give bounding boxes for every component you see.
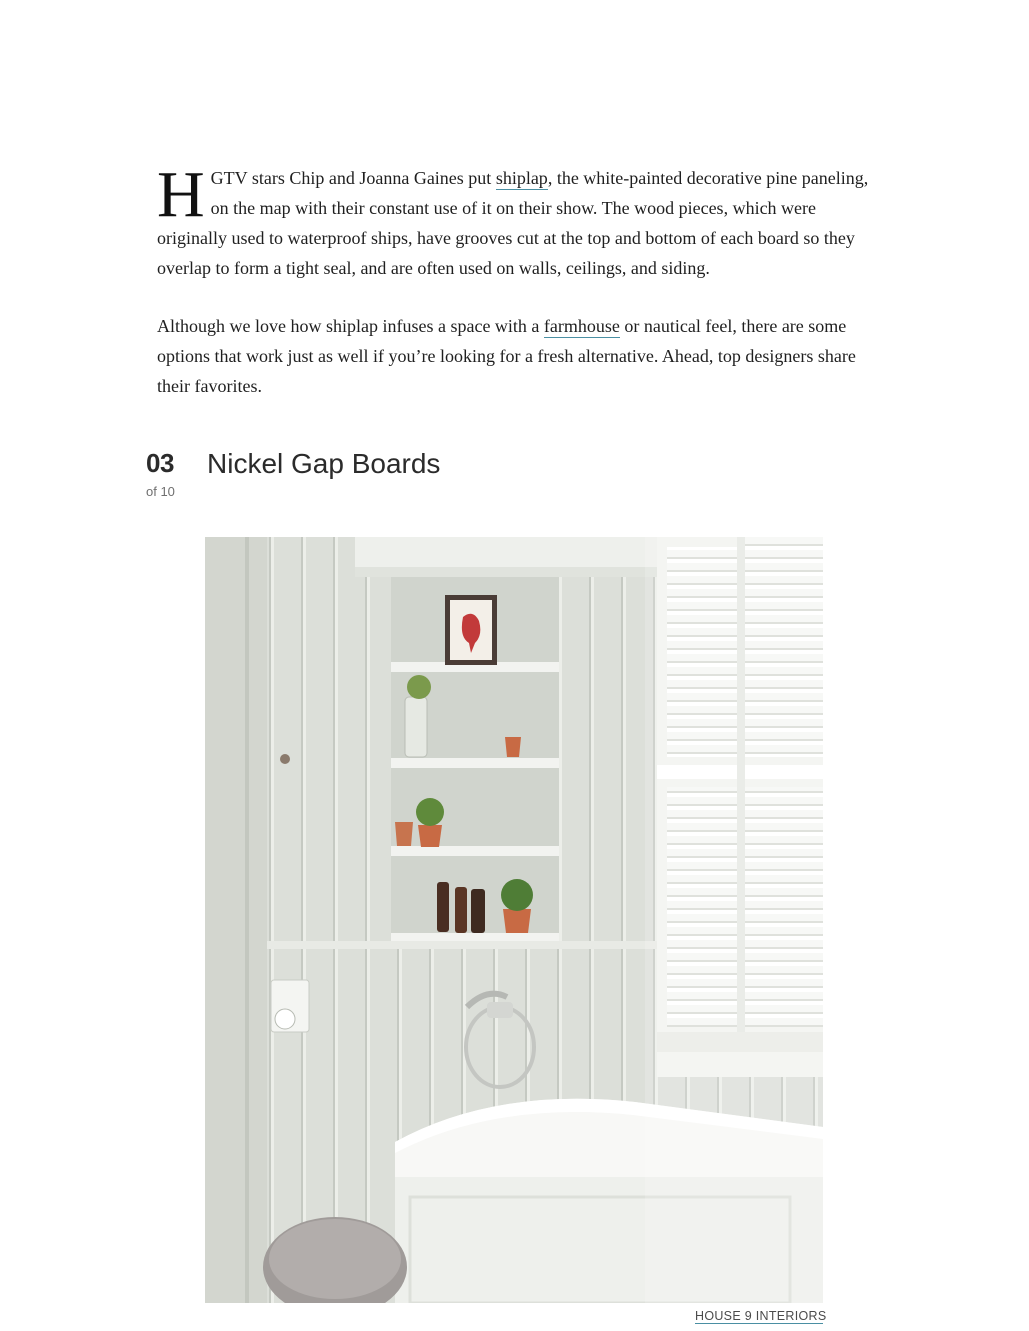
slide-title: Nickel Gap Boards <box>207 448 441 479</box>
intro-text-end: , the white-painted decorative pine paneling, on the map with their constant use of it on their show. The wood pieces, which were originally used to waterproof ships, have grooves cut at the top and bottom of each board so they overlap to form a tight seal, and are often used on walls, ceilings, and siding. <box>157 168 869 278</box>
shiplap-link[interactable]: shiplap <box>495 168 548 188</box>
intro-paragraph <box>157 158 869 283</box>
article-body <box>157 158 869 429</box>
bathroom-illustration <box>205 537 823 1303</box>
drop-cap: H <box>157 158 205 231</box>
bathroom-photo <box>205 537 823 1303</box>
slide-count: of 10 <box>146 484 175 499</box>
second-text-end: or nautical feel, there are some options that work just as well if you’re looking for a fresh alternative. Ahead, top designers share their favorites. <box>157 316 856 396</box>
second-paragraph <box>157 311 869 401</box>
second-text-start: Although we love how shiplap infuses a space with a <box>157 316 544 336</box>
photo-credit-link[interactable]: HOUSE 9 INTERIORS <box>695 1309 827 1323</box>
farmhouse-link[interactable]: farmhouse <box>543 316 620 336</box>
slide-number: 03 <box>146 448 174 478</box>
intro-text-start: GTV stars Chip and Joanna Gaines put <box>210 168 496 188</box>
